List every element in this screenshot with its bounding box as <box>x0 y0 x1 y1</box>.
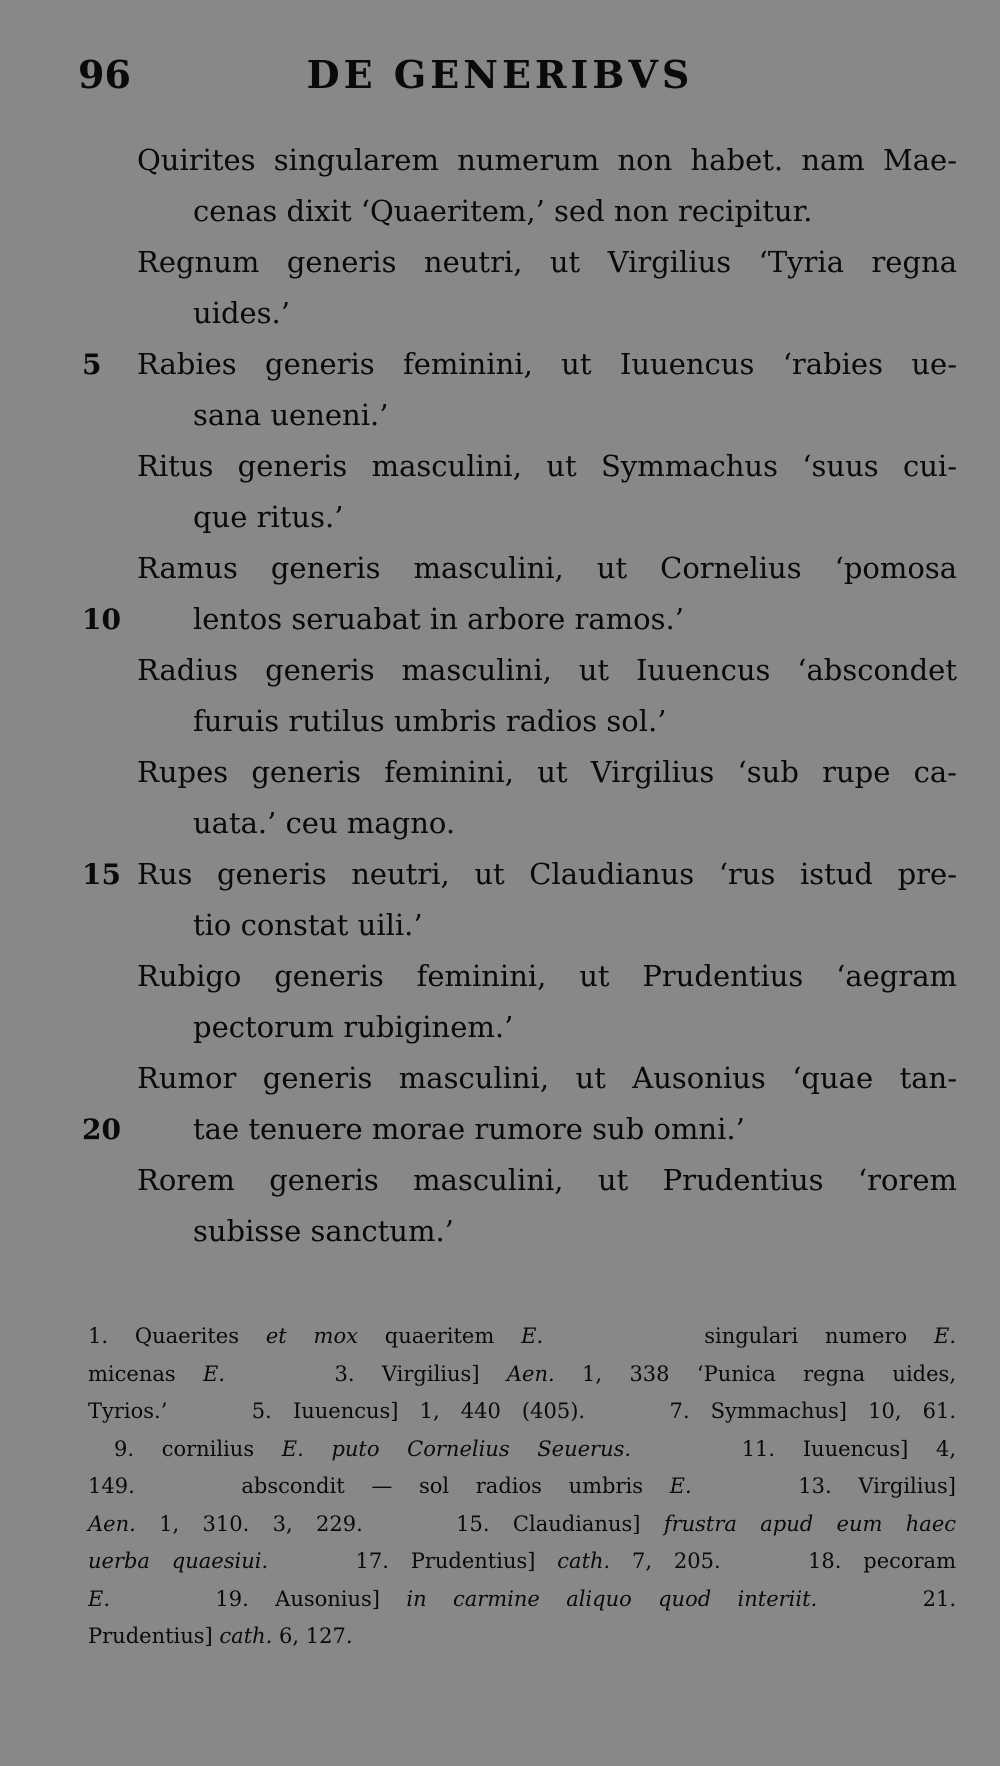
text-line <box>0 951 1000 1002</box>
apparatus-italic: E. <box>933 1324 956 1348</box>
line-text: Rorem generis masculini, ut Prudentius ‘rorem <box>137 1163 957 1197</box>
apparatus-text: Prudentius] <box>88 1624 220 1648</box>
text-line <box>0 543 1000 594</box>
line-text: Rumor generis masculini, ut Ausonius ‘quae tan- <box>137 1061 957 1095</box>
text-line <box>0 339 1000 390</box>
line-text: pectorum rubiginem.’ <box>193 1010 514 1044</box>
running-head: DE GENERIBVS <box>306 52 694 97</box>
critical-apparatus <box>88 1318 956 1656</box>
apparatus-line <box>88 1431 956 1469</box>
line-text: Radius generis masculini, ut Iuuencus ‘abscondet <box>137 653 957 687</box>
text-line <box>0 441 1000 492</box>
apparatus-text: Tyrios.’ 5. Iuuencus] 1, 440 (405). 7. Symmachus] 10, 61. <box>88 1399 956 1423</box>
apparatus-italic: frustra apud eum haec <box>663 1511 957 1536</box>
line-text: furuis rutilus umbris radios sol.’ <box>193 704 667 738</box>
apparatus-text: 19. Ausonius] <box>110 1586 407 1611</box>
main-text <box>0 135 1000 1257</box>
apparatus-line <box>88 1468 956 1506</box>
line-text: Rus generis neutri, ut Claudianus ‘rus istud pre- <box>137 857 957 891</box>
apparatus-italic: cath. <box>219 1624 273 1648</box>
apparatus-text: 9. cornilius <box>114 1436 282 1461</box>
line-text: Rabies generis feminini, ut Iuuencus ‘rabies ue- <box>137 347 957 381</box>
apparatus-text: 1, 338 ‘Punica regna uides, <box>554 1361 956 1386</box>
text-line <box>0 849 1000 900</box>
apparatus-text: micenas <box>88 1361 204 1386</box>
apparatus-italic: E. <box>203 1361 226 1386</box>
text-line <box>0 288 1000 339</box>
text-line <box>0 1155 1000 1206</box>
apparatus-line <box>88 1506 956 1544</box>
apparatus-italic: E. <box>88 1586 111 1611</box>
apparatus-text: 13. Virgilius] <box>691 1474 956 1498</box>
text-line <box>0 645 1000 696</box>
line-number: 10 <box>82 603 121 636</box>
page-header <box>0 52 1000 102</box>
text-line <box>0 594 1000 645</box>
line-text: Quirites singularem numerum non habet. nam Mae- <box>137 143 957 177</box>
line-text: sana ueneni.’ <box>193 398 389 432</box>
line-text: uides.’ <box>193 296 290 330</box>
apparatus-text: 149. abscondit — sol radios umbris <box>88 1474 670 1498</box>
apparatus-text: quaeritem <box>357 1324 522 1348</box>
text-line <box>0 1206 1000 1257</box>
apparatus-line <box>88 1543 956 1581</box>
apparatus-text <box>304 1437 332 1461</box>
text-line <box>0 1002 1000 1053</box>
apparatus-text: 7, 205. 18. pecoram <box>610 1549 956 1573</box>
apparatus-line <box>88 1356 956 1394</box>
text-line <box>0 186 1000 237</box>
apparatus-italic: cath. <box>557 1549 611 1573</box>
line-text: subisse sanctum.’ <box>193 1214 454 1248</box>
apparatus-text: 1, 310. 3, 229. 15. Claudianus] <box>135 1511 664 1536</box>
line-text: uata.’ ceu magno. <box>193 806 456 840</box>
text-line <box>0 237 1000 288</box>
apparatus-italic: Aen. <box>88 1511 136 1536</box>
text-line <box>0 1053 1000 1104</box>
text-line <box>0 798 1000 849</box>
apparatus-line <box>88 1618 956 1656</box>
line-number: 15 <box>82 858 121 891</box>
apparatus-italic: E. <box>521 1324 544 1348</box>
line-text: Ritus generis masculini, ut Symmachus ‘suus cui- <box>137 449 957 483</box>
apparatus-text: singulari numero <box>543 1324 934 1348</box>
apparatus-line <box>88 1393 956 1431</box>
line-text: Regnum generis neutri, ut Virgilius ‘Tyria regna <box>137 245 957 279</box>
line-number: 20 <box>82 1113 121 1146</box>
line-text: Ramus generis masculini, ut Cornelius ‘pomosa <box>137 551 957 585</box>
apparatus-italic: Aen. <box>506 1361 555 1386</box>
text-line <box>0 900 1000 951</box>
apparatus-line <box>88 1318 956 1356</box>
apparatus-italic: E. <box>281 1436 304 1461</box>
apparatus-text: 11. Iuuencus] 4, <box>631 1436 956 1461</box>
line-text: Rupes generis feminini, ut Virgilius ‘sub rupe ca- <box>137 755 957 789</box>
line-text: cenas dixit ‘Quaeritem,’ sed non recipitur. <box>193 194 813 228</box>
text-line <box>0 1104 1000 1155</box>
apparatus-italic: et mox <box>265 1324 358 1348</box>
apparatus-italic: E. <box>669 1474 692 1498</box>
text-line <box>0 135 1000 186</box>
apparatus-text: 3. Virgilius] <box>225 1361 507 1386</box>
apparatus-text: 21. <box>817 1586 957 1611</box>
apparatus-text: 1. Quaerites <box>88 1324 266 1348</box>
line-text: tae tenuere morae rumore sub omni.’ <box>193 1112 745 1146</box>
line-text: tio constat uili.’ <box>193 908 423 942</box>
apparatus-italic: puto Cornelius Seuerus. <box>331 1436 632 1461</box>
text-line <box>0 747 1000 798</box>
apparatus-italic: uerba quaesiui. <box>88 1549 269 1573</box>
apparatus-text: 6, 127. <box>272 1624 353 1648</box>
text-line <box>0 390 1000 441</box>
text-line <box>0 492 1000 543</box>
apparatus-line <box>88 1581 956 1619</box>
line-text: que ritus.’ <box>193 500 344 534</box>
line-number: 5 <box>82 348 102 381</box>
line-text: Rubigo generis feminini, ut Prudentius ‘aegram <box>137 959 957 993</box>
text-line <box>0 696 1000 747</box>
line-text: lentos seruabat in arbore ramos.’ <box>193 602 684 636</box>
page-number: 96 <box>78 52 131 97</box>
apparatus-italic: in carmine aliquo quod interiit. <box>406 1586 818 1611</box>
apparatus-text: 17. Prudentius] <box>268 1549 558 1573</box>
